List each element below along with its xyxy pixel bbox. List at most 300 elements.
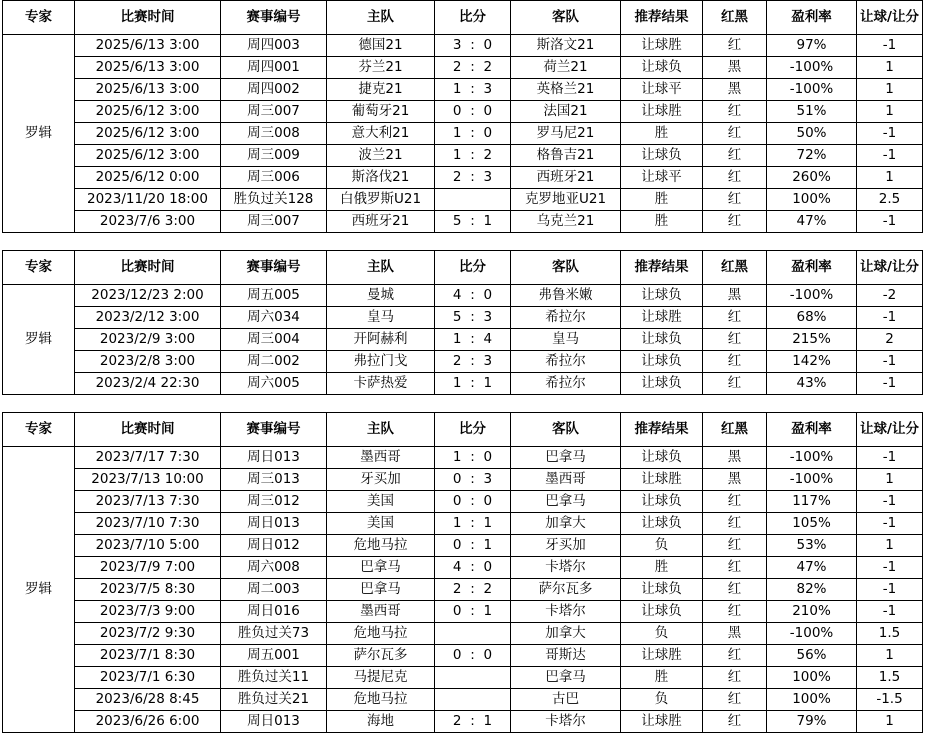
- handicap: 2: [857, 329, 923, 351]
- score-cell: [435, 123, 511, 145]
- column-header: 红黑: [703, 1, 767, 35]
- away-score: 1: [483, 213, 493, 229]
- profit-rate: 117%: [767, 491, 857, 513]
- table-row: [3, 351, 923, 373]
- column-header: 红黑: [703, 413, 767, 447]
- home-score: 0: [452, 493, 462, 509]
- match-time: 2023/7/13 7:30: [75, 491, 221, 513]
- home-score: 0: [452, 647, 462, 663]
- match-code: 周三006: [221, 167, 327, 189]
- red-black-result: 红: [703, 373, 767, 395]
- home-team: 马提尼克: [327, 667, 435, 689]
- column-header: 专家: [3, 413, 75, 447]
- match-time: 2023/7/17 7:30: [75, 447, 221, 469]
- table-row: [3, 689, 923, 711]
- away-score: 1: [483, 375, 493, 391]
- red-black-result: 黑: [703, 285, 767, 307]
- home-team: 皇马: [327, 307, 435, 329]
- results-table: [2, 412, 923, 733]
- red-black-result: 红: [703, 167, 767, 189]
- home-score: 3: [452, 37, 462, 53]
- expert-cell: 罗辑: [3, 447, 75, 733]
- recommendation: 让球负: [621, 579, 703, 601]
- match-time: 2023/7/13 10:00: [75, 469, 221, 491]
- home-score: 1: [452, 375, 462, 391]
- recommendation: 让球负: [621, 513, 703, 535]
- score-cell: [435, 667, 511, 689]
- score-separator: :: [470, 537, 475, 553]
- score-separator: :: [470, 169, 475, 185]
- recommendation: 让球胜: [621, 35, 703, 57]
- away-team: 古巴: [511, 689, 621, 711]
- match-time: 2023/7/6 3:00: [75, 211, 221, 233]
- red-black-result: 红: [703, 711, 767, 733]
- home-team: 海地: [327, 711, 435, 733]
- red-black-result: 红: [703, 307, 767, 329]
- away-team: 巴拿马: [511, 447, 621, 469]
- table-row: [3, 285, 923, 307]
- profit-rate: 210%: [767, 601, 857, 623]
- match-time: 2025/6/13 3:00: [75, 79, 221, 101]
- home-team: 意大利21: [327, 123, 435, 145]
- home-team: 危地马拉: [327, 689, 435, 711]
- score-separator: :: [470, 147, 475, 163]
- column-header: 比分: [435, 413, 511, 447]
- home-team: 曼城: [327, 285, 435, 307]
- score-cell: [435, 645, 511, 667]
- red-black-result: 红: [703, 579, 767, 601]
- handicap: -1: [857, 373, 923, 395]
- away-score: 0: [483, 449, 493, 465]
- match-code: 周三013: [221, 469, 327, 491]
- handicap: 1.5: [857, 667, 923, 689]
- recommendation: 让球负: [621, 57, 703, 79]
- home-team: 萨尔瓦多: [327, 645, 435, 667]
- score-separator: :: [470, 331, 475, 347]
- away-score: 1: [483, 603, 493, 619]
- red-black-result: 红: [703, 513, 767, 535]
- away-score: 0: [483, 103, 493, 119]
- away-team: 斯洛文21: [511, 35, 621, 57]
- handicap: -1: [857, 491, 923, 513]
- score-cell: [435, 167, 511, 189]
- match-time: 2025/6/12 3:00: [75, 101, 221, 123]
- column-header: 主队: [327, 413, 435, 447]
- profit-rate: 215%: [767, 329, 857, 351]
- table-row: [3, 601, 923, 623]
- handicap: -1: [857, 145, 923, 167]
- match-time: 2023/7/3 9:00: [75, 601, 221, 623]
- table-row: [3, 79, 923, 101]
- home-team: 巴拿马: [327, 579, 435, 601]
- home-team: 危地马拉: [327, 535, 435, 557]
- score-cell: [435, 57, 511, 79]
- match-time: 2025/6/12 3:00: [75, 145, 221, 167]
- recommendation: 让球负: [621, 491, 703, 513]
- column-header: 推荐结果: [621, 413, 703, 447]
- handicap: -1: [857, 211, 923, 233]
- table-row: [3, 189, 923, 211]
- score-separator: :: [470, 493, 475, 509]
- home-score: 2: [452, 169, 462, 185]
- handicap: 1: [857, 711, 923, 733]
- score-cell: [435, 79, 511, 101]
- score-cell: [435, 351, 511, 373]
- match-code: 周三004: [221, 329, 327, 351]
- handicap: 1: [857, 79, 923, 101]
- away-score: 3: [483, 353, 493, 369]
- recommendation: 胜: [621, 189, 703, 211]
- profit-rate: 43%: [767, 373, 857, 395]
- score-cell: [435, 689, 511, 711]
- score-cell: [435, 711, 511, 733]
- score-separator: :: [470, 287, 475, 303]
- match-time: 2023/7/1 8:30: [75, 645, 221, 667]
- red-black-result: 黑: [703, 79, 767, 101]
- recommendation: 让球负: [621, 329, 703, 351]
- match-code: 周三007: [221, 211, 327, 233]
- column-header: 推荐结果: [621, 251, 703, 285]
- red-black-result: 红: [703, 145, 767, 167]
- handicap: 1: [857, 469, 923, 491]
- home-score: 1: [452, 515, 462, 531]
- recommendation: 让球胜: [621, 101, 703, 123]
- profit-rate: 260%: [767, 167, 857, 189]
- home-score: 5: [452, 213, 462, 229]
- match-time: 2023/7/2 9:30: [75, 623, 221, 645]
- score-cell: [435, 285, 511, 307]
- match-code: 周日013: [221, 513, 327, 535]
- away-score: 0: [483, 287, 493, 303]
- home-team: 卡萨热爱: [327, 373, 435, 395]
- away-team: 西班牙21: [511, 167, 621, 189]
- recommendation: 让球胜: [621, 307, 703, 329]
- profit-rate: 79%: [767, 711, 857, 733]
- header-row: [3, 251, 923, 285]
- column-header: 比分: [435, 1, 511, 35]
- column-header: 赛事编号: [221, 1, 327, 35]
- profit-rate: -100%: [767, 79, 857, 101]
- red-black-result: 红: [703, 535, 767, 557]
- recommendation: 胜: [621, 557, 703, 579]
- red-black-result: 黑: [703, 447, 767, 469]
- away-team: 皇马: [511, 329, 621, 351]
- home-team: 葡萄牙21: [327, 101, 435, 123]
- recommendation: 让球负: [621, 285, 703, 307]
- results-table: [2, 250, 923, 395]
- handicap: -1: [857, 123, 923, 145]
- profit-rate: 47%: [767, 211, 857, 233]
- match-time: 2025/6/13 3:00: [75, 57, 221, 79]
- recommendation: 让球负: [621, 373, 703, 395]
- home-team: 巴拿马: [327, 557, 435, 579]
- score-cell: [435, 491, 511, 513]
- away-team: 巴拿马: [511, 491, 621, 513]
- match-code: 周三007: [221, 101, 327, 123]
- score-separator: :: [470, 559, 475, 575]
- home-score: 0: [452, 103, 462, 119]
- home-team: 波兰21: [327, 145, 435, 167]
- away-team: 卡塔尔: [511, 711, 621, 733]
- red-black-result: 红: [703, 35, 767, 57]
- column-header: 让球/让分: [857, 251, 923, 285]
- handicap: -1.5: [857, 689, 923, 711]
- red-black-result: 红: [703, 667, 767, 689]
- away-team: 墨西哥: [511, 469, 621, 491]
- away-score: 1: [483, 515, 493, 531]
- red-black-result: 红: [703, 601, 767, 623]
- home-score: 2: [452, 353, 462, 369]
- away-team: 哥斯达: [511, 645, 621, 667]
- match-time: 2023/7/9 7:00: [75, 557, 221, 579]
- table-row: [3, 373, 923, 395]
- match-time: 2023/2/9 3:00: [75, 329, 221, 351]
- recommendation: 负: [621, 689, 703, 711]
- recommendation: 让球平: [621, 167, 703, 189]
- home-team: 弗拉门戈: [327, 351, 435, 373]
- away-team: 荷兰21: [511, 57, 621, 79]
- recommendation: 让球负: [621, 145, 703, 167]
- column-header: 主队: [327, 251, 435, 285]
- home-score: 0: [452, 471, 462, 487]
- score-separator: :: [470, 125, 475, 141]
- column-header: 让球/让分: [857, 413, 923, 447]
- handicap: 1: [857, 101, 923, 123]
- match-time: 2025/6/13 3:00: [75, 35, 221, 57]
- column-header: 赛事编号: [221, 413, 327, 447]
- recommendation: 胜: [621, 211, 703, 233]
- column-header: 盈利率: [767, 1, 857, 35]
- recommendation: 胜: [621, 667, 703, 689]
- away-team: 加拿大: [511, 623, 621, 645]
- column-header: 比赛时间: [75, 1, 221, 35]
- match-code: 周三009: [221, 145, 327, 167]
- match-time: 2023/12/23 2:00: [75, 285, 221, 307]
- match-code: 周日013: [221, 447, 327, 469]
- handicap: 1: [857, 57, 923, 79]
- header-row: [3, 1, 923, 35]
- recommendation: 负: [621, 535, 703, 557]
- away-team: 罗马尼21: [511, 123, 621, 145]
- table-row: [3, 329, 923, 351]
- column-header: 专家: [3, 251, 75, 285]
- column-header: 主队: [327, 1, 435, 35]
- home-score: 2: [452, 713, 462, 729]
- recommendation: 让球胜: [621, 711, 703, 733]
- home-score: 4: [452, 559, 462, 575]
- match-code: 周四002: [221, 79, 327, 101]
- home-team: 德国21: [327, 35, 435, 57]
- profit-rate: -100%: [767, 623, 857, 645]
- table-row: [3, 469, 923, 491]
- red-black-result: 红: [703, 123, 767, 145]
- table-row: [3, 307, 923, 329]
- table-row: [3, 667, 923, 689]
- home-team: 墨西哥: [327, 447, 435, 469]
- red-black-result: 红: [703, 189, 767, 211]
- red-black-result: 红: [703, 329, 767, 351]
- handicap: -1: [857, 351, 923, 373]
- results-table: [2, 0, 923, 233]
- match-time: 2023/11/20 18:00: [75, 189, 221, 211]
- match-code: 周四001: [221, 57, 327, 79]
- table-row: [3, 579, 923, 601]
- handicap: -2: [857, 285, 923, 307]
- home-team: 捷克21: [327, 79, 435, 101]
- column-header: 比赛时间: [75, 413, 221, 447]
- table-row: [3, 645, 923, 667]
- column-header: 让球/让分: [857, 1, 923, 35]
- score-separator: :: [470, 647, 475, 663]
- column-header: 盈利率: [767, 413, 857, 447]
- column-header: 比分: [435, 251, 511, 285]
- profit-rate: 68%: [767, 307, 857, 329]
- score-cell: [435, 307, 511, 329]
- score-cell: [435, 373, 511, 395]
- handicap: -1: [857, 447, 923, 469]
- home-score: 1: [452, 449, 462, 465]
- handicap: -1: [857, 557, 923, 579]
- home-score: 1: [452, 81, 462, 97]
- profit-rate: -100%: [767, 285, 857, 307]
- away-score: 3: [483, 471, 493, 487]
- table-row: [3, 623, 923, 645]
- match-code: 周六034: [221, 307, 327, 329]
- profit-rate: 72%: [767, 145, 857, 167]
- away-score: 3: [483, 81, 493, 97]
- home-team: 美国: [327, 513, 435, 535]
- home-score: 0: [452, 603, 462, 619]
- away-score: 0: [483, 493, 493, 509]
- column-header: 比赛时间: [75, 251, 221, 285]
- match-time: 2023/7/10 5:00: [75, 535, 221, 557]
- recommendation: 让球平: [621, 79, 703, 101]
- away-team: 卡塔尔: [511, 601, 621, 623]
- score-cell: [435, 513, 511, 535]
- red-black-result: 红: [703, 557, 767, 579]
- score-cell: [435, 211, 511, 233]
- handicap: -1: [857, 513, 923, 535]
- score-cell: [435, 145, 511, 167]
- table-row: [3, 35, 923, 57]
- home-team: 芬兰21: [327, 57, 435, 79]
- header-row: [3, 413, 923, 447]
- match-code: 周六005: [221, 373, 327, 395]
- away-team: 乌克兰21: [511, 211, 621, 233]
- recommendation: 让球胜: [621, 469, 703, 491]
- score-cell: [435, 601, 511, 623]
- profit-rate: 105%: [767, 513, 857, 535]
- profit-rate: 142%: [767, 351, 857, 373]
- home-score: 5: [452, 309, 462, 325]
- away-team: 格鲁吉21: [511, 145, 621, 167]
- away-score: 1: [483, 537, 493, 553]
- score-cell: [435, 329, 511, 351]
- handicap: 2.5: [857, 189, 923, 211]
- red-black-result: 红: [703, 491, 767, 513]
- profit-rate: 100%: [767, 667, 857, 689]
- table-row: [3, 211, 923, 233]
- away-score: 2: [483, 147, 493, 163]
- handicap: 1.5: [857, 623, 923, 645]
- home-score: 1: [452, 331, 462, 347]
- match-time: 2023/7/10 7:30: [75, 513, 221, 535]
- score-separator: :: [470, 449, 475, 465]
- handicap: 1: [857, 535, 923, 557]
- home-team: 危地马拉: [327, 623, 435, 645]
- score-cell: [435, 101, 511, 123]
- score-separator: :: [470, 713, 475, 729]
- home-team: 美国: [327, 491, 435, 513]
- score-separator: :: [470, 309, 475, 325]
- score-separator: :: [470, 37, 475, 53]
- home-team: 牙买加: [327, 469, 435, 491]
- handicap: -1: [857, 579, 923, 601]
- table-row: [3, 491, 923, 513]
- away-team: 法国21: [511, 101, 621, 123]
- score-separator: :: [470, 603, 475, 619]
- score-cell: [435, 189, 511, 211]
- recommendation: 让球负: [621, 447, 703, 469]
- recommendation: 负: [621, 623, 703, 645]
- home-score: 1: [452, 125, 462, 141]
- handicap: -1: [857, 601, 923, 623]
- table-gap: [0, 395, 925, 412]
- profit-rate: -100%: [767, 57, 857, 79]
- column-header: 赛事编号: [221, 251, 327, 285]
- recommendation: 让球胜: [621, 645, 703, 667]
- handicap: 1: [857, 167, 923, 189]
- match-code: 周四003: [221, 35, 327, 57]
- score-cell: [435, 469, 511, 491]
- away-team: 牙买加: [511, 535, 621, 557]
- match-code: 周三008: [221, 123, 327, 145]
- match-code: 周日016: [221, 601, 327, 623]
- score-separator: :: [470, 59, 475, 75]
- score-cell: [435, 623, 511, 645]
- recommendation: 让球负: [621, 351, 703, 373]
- table-row: [3, 101, 923, 123]
- home-score: 2: [452, 581, 462, 597]
- profit-rate: 53%: [767, 535, 857, 557]
- handicap: 1: [857, 645, 923, 667]
- match-code: 周二003: [221, 579, 327, 601]
- match-time: 2023/2/8 3:00: [75, 351, 221, 373]
- home-team: 白俄罗斯U21: [327, 189, 435, 211]
- profit-rate: 100%: [767, 189, 857, 211]
- match-code: 周六008: [221, 557, 327, 579]
- home-team: 开阿赫利: [327, 329, 435, 351]
- profit-rate: -100%: [767, 447, 857, 469]
- match-time: 2023/6/28 8:45: [75, 689, 221, 711]
- score-cell: [435, 535, 511, 557]
- score-separator: :: [470, 471, 475, 487]
- profit-rate: 51%: [767, 101, 857, 123]
- table-row: [3, 513, 923, 535]
- profit-rate: 97%: [767, 35, 857, 57]
- table-row: [3, 447, 923, 469]
- match-code: 周日012: [221, 535, 327, 557]
- profit-rate: 82%: [767, 579, 857, 601]
- match-time: 2023/7/5 8:30: [75, 579, 221, 601]
- score-cell: [435, 447, 511, 469]
- away-score: 0: [483, 37, 493, 53]
- match-time: 2025/6/12 0:00: [75, 167, 221, 189]
- recommendation: 让球负: [621, 601, 703, 623]
- score-cell: [435, 35, 511, 57]
- profit-rate: 47%: [767, 557, 857, 579]
- match-code: 周二002: [221, 351, 327, 373]
